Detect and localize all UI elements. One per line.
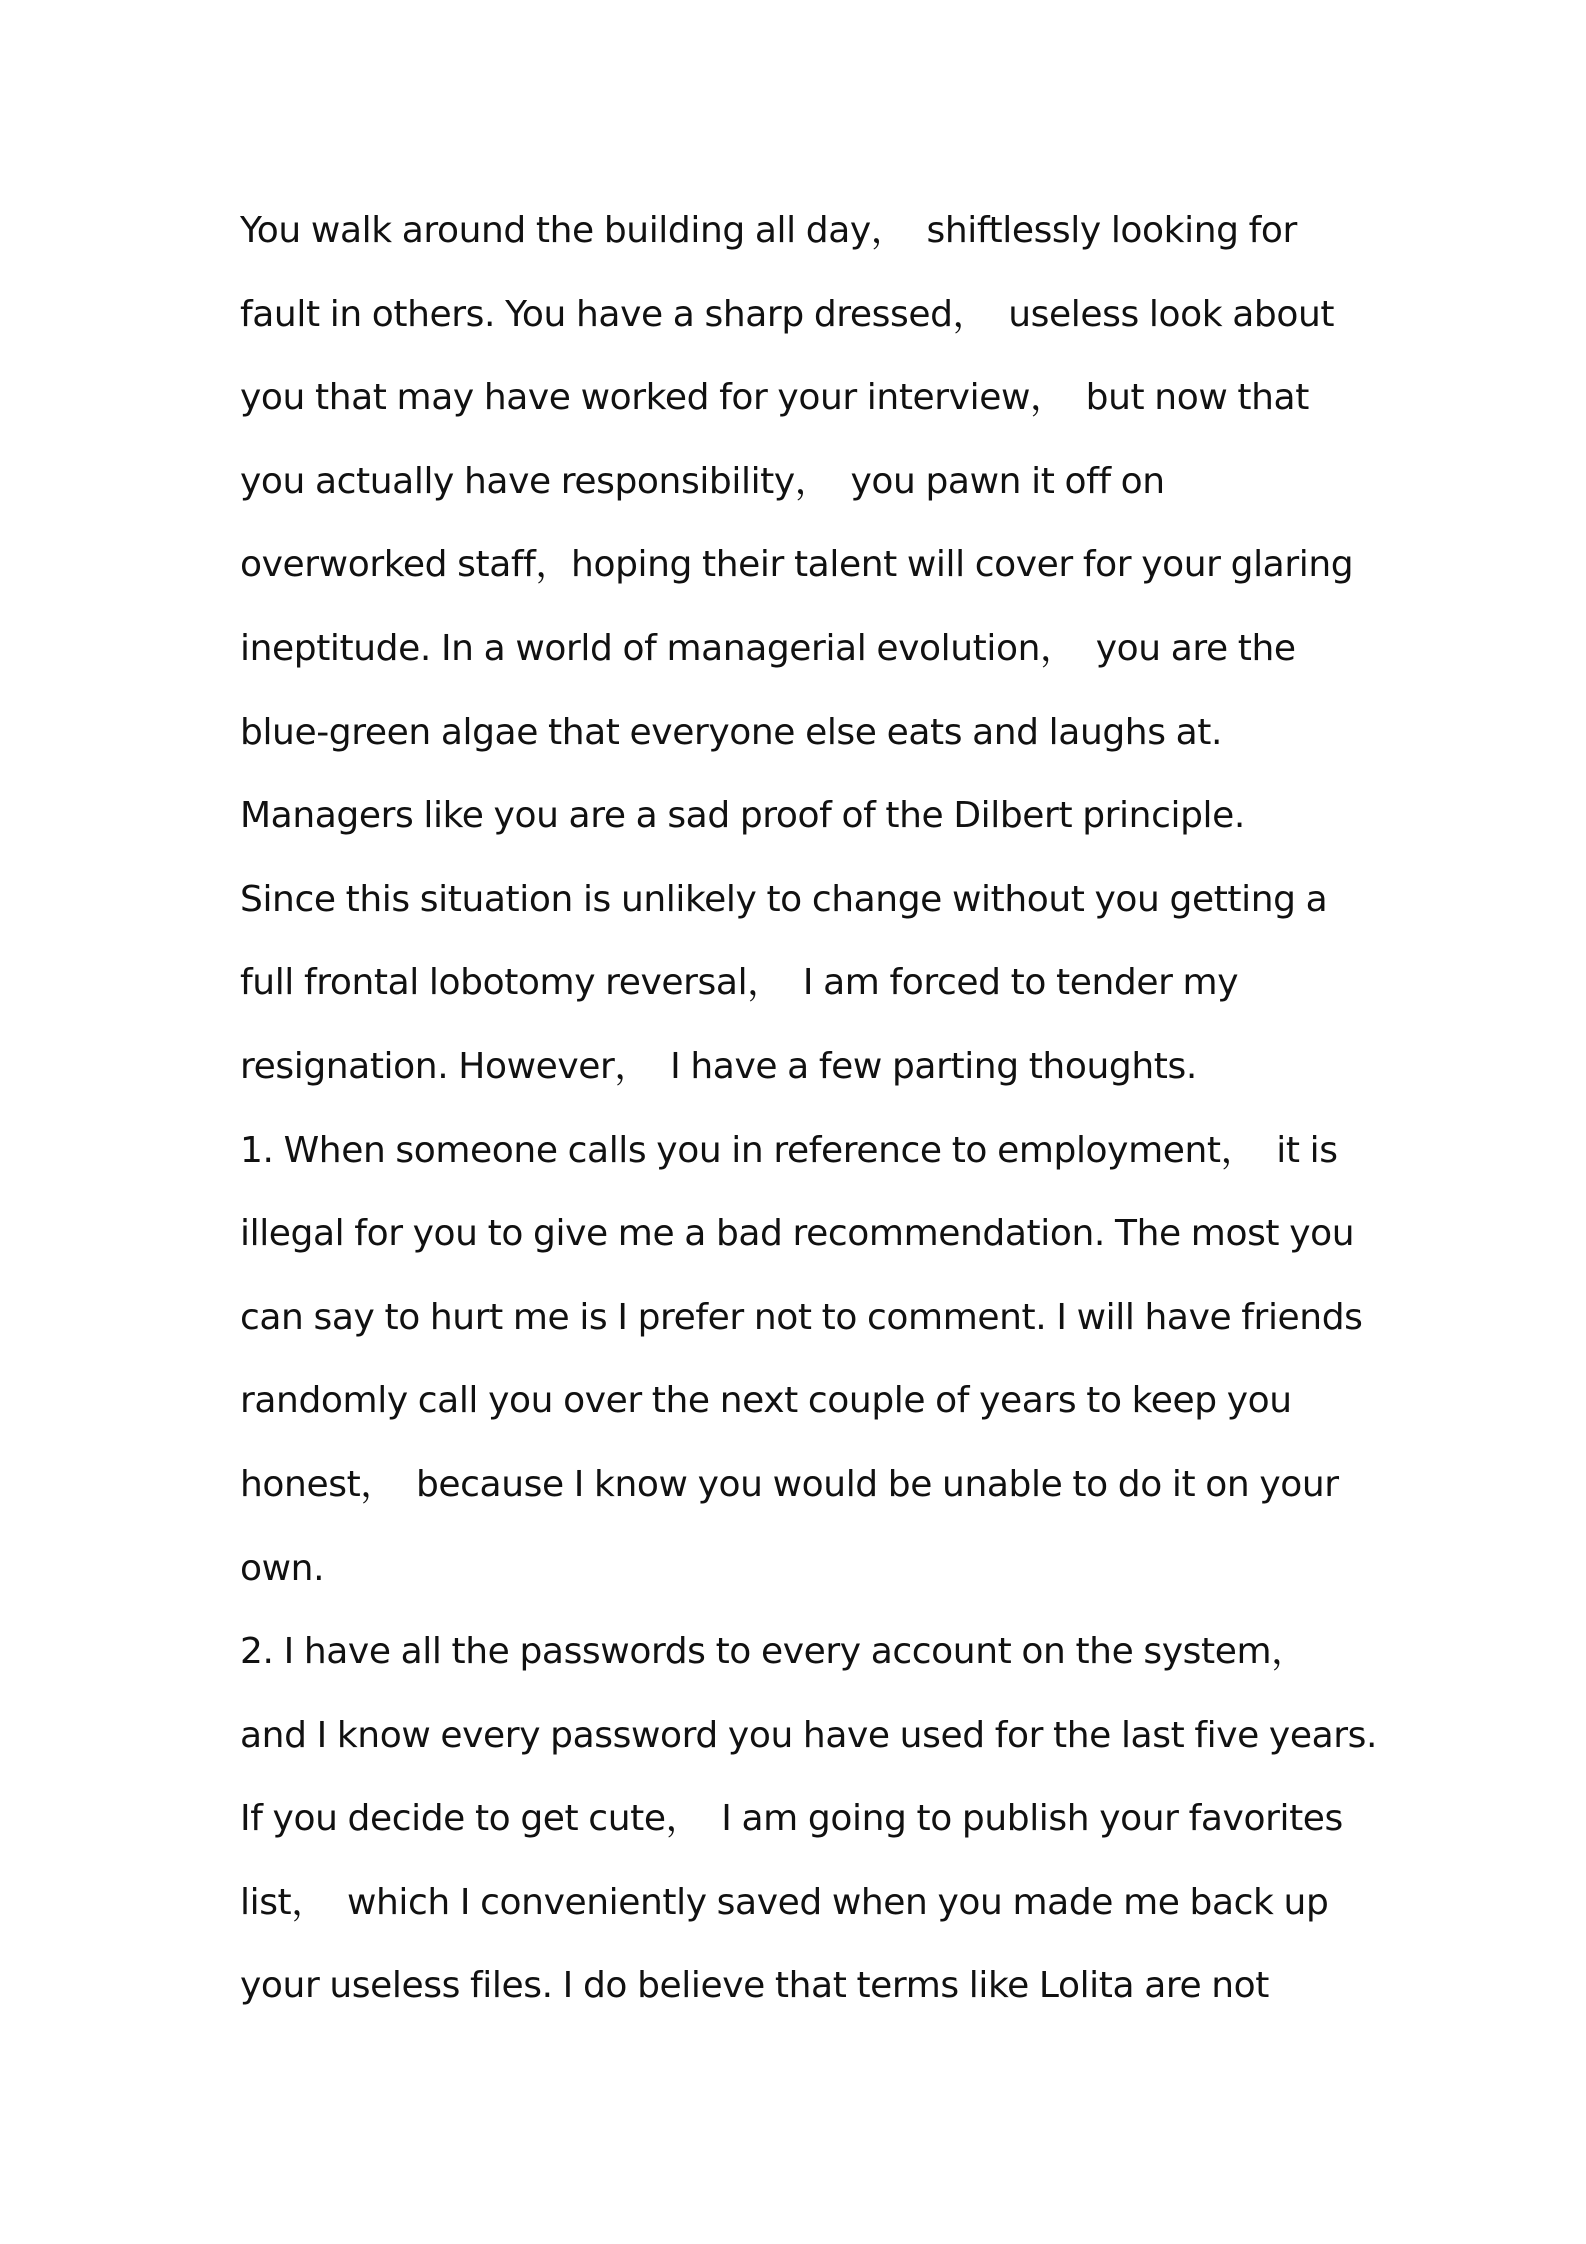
text-line: resignation. However， I have a few parting thoughts.	[240, 1045, 1197, 1087]
list-item-1-line: honest， because I know you would be unable to do it on your	[240, 1463, 1339, 1505]
list-item-1-line: illegal for you to give me a bad recommendation. The most you	[240, 1213, 1355, 1255]
text-line: full frontal lobotomy reversal， I am forced to tender my	[240, 962, 1239, 1004]
list-item-1-line: 1. When someone calls you in reference to employment， it is	[240, 1129, 1338, 1171]
text-line: Managers like you are a sad proof of the Dilbert principle.	[240, 795, 1245, 837]
text-line: you that may have worked for your interview， but now that	[240, 377, 1309, 419]
list-item-2-line: If you decide to get cute， I am going to publish your favorites	[240, 1798, 1343, 1840]
list-item-1-line: own.	[240, 1547, 325, 1589]
list-item-2-line: list， which I conveniently saved when you made me back up	[240, 1881, 1329, 1923]
list-item-2-line: and I know every password you have used for the last five years.	[240, 1714, 1378, 1756]
text-line: fault in others. You have a sharp dressed， useless look about	[240, 293, 1335, 335]
text-line: blue-green algae that everyone else eats and laughs at.	[240, 711, 1223, 753]
list-item-2-line: 2. I have all the passwords to every account on the system，	[240, 1631, 1307, 1673]
text-line: you actually have responsibility， you pawn it off on	[240, 460, 1165, 502]
list-item-1-line: randomly call you over the next couple of years to keep you	[240, 1380, 1292, 1422]
list-item-2-line: your useless files. I do believe that terms like Lolita are not	[240, 1965, 1270, 2007]
text-line: ineptitude. In a world of managerial evolution， you are the	[240, 627, 1296, 669]
text-line: You walk around the building all day， shiftlessly looking for	[240, 210, 1297, 251]
text-line: Since this situation is unlikely to change without you getting a	[240, 878, 1328, 920]
body-text	[240, 196, 1378, 2035]
list-item-1-line: can say to hurt me is I prefer not to comment. I will have friends	[240, 1296, 1363, 1338]
text-line: overworked staff，hoping their talent will cover for your glaring	[240, 544, 1354, 586]
